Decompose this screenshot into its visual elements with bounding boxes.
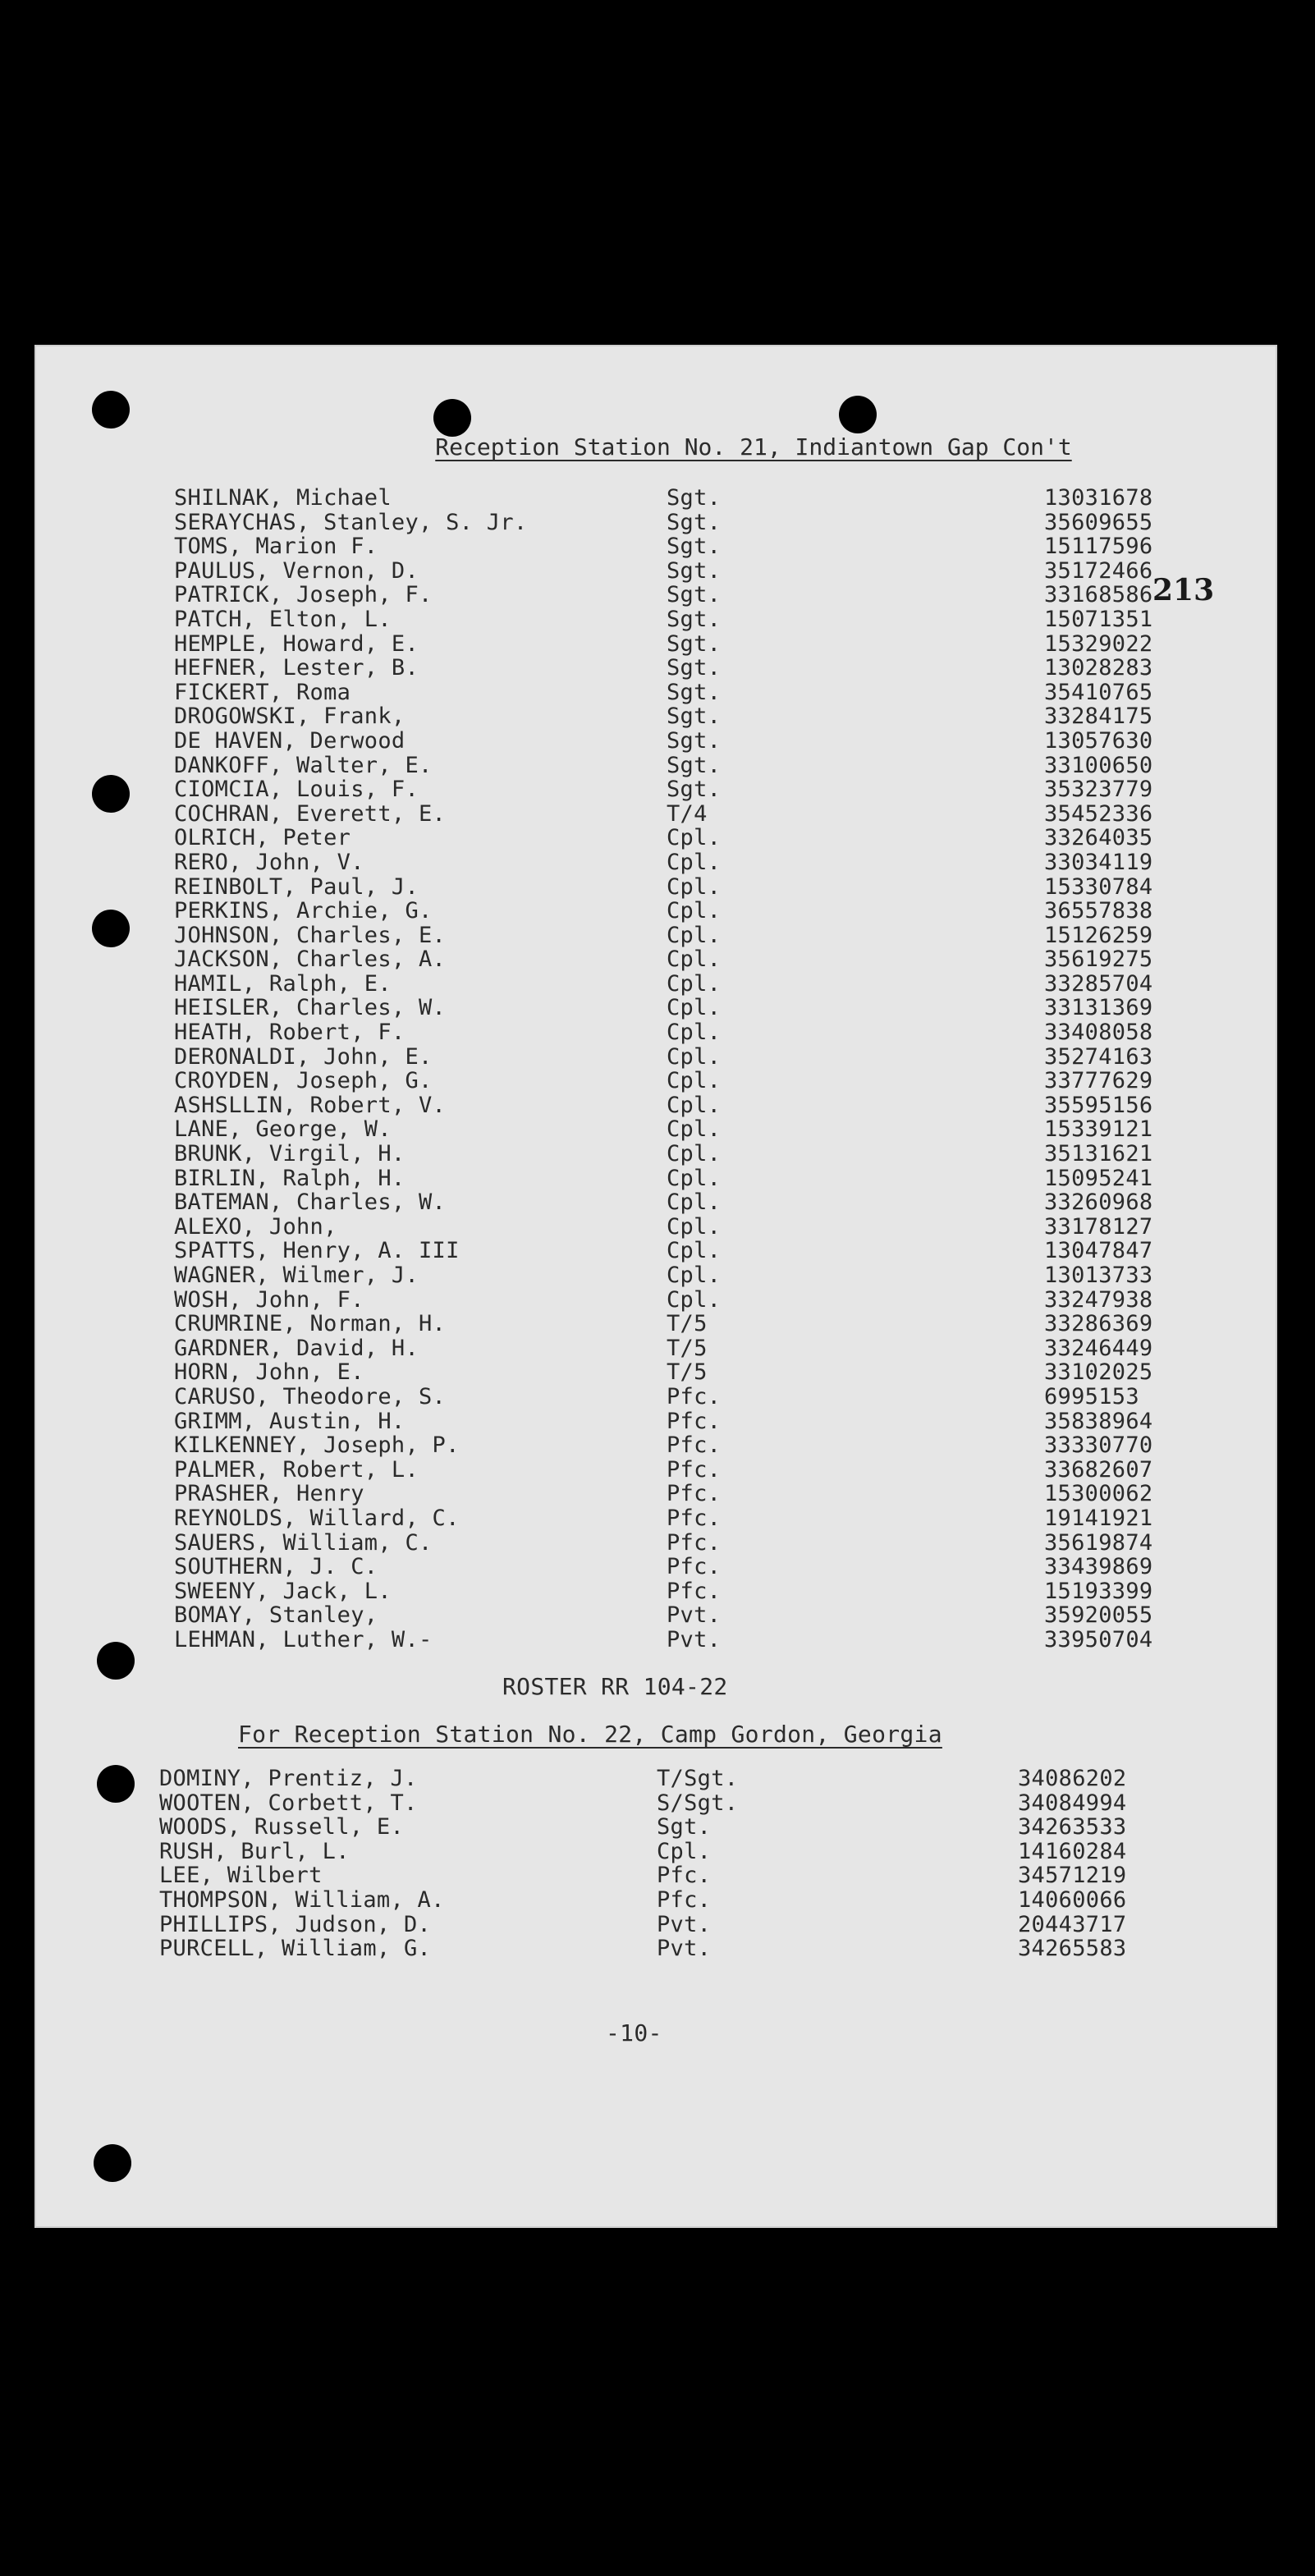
soldier-name: HORN, John, E.	[174, 1359, 364, 1386]
soldier-rank: Cpl.	[667, 1165, 722, 1191]
soldier-name: CRUMRINE, Norman, H.	[174, 1311, 447, 1337]
soldier-rank: Cpl.	[667, 1189, 722, 1216]
soldier-rank: Sgt.	[667, 630, 722, 657]
soldier-rank: Cpl.	[667, 970, 722, 997]
soldier-rank: Cpl.	[667, 1286, 722, 1313]
soldier-rank: Cpl.	[667, 922, 722, 948]
serial-number: 35619874	[1044, 1529, 1153, 1556]
soldier-rank: Cpl.	[667, 898, 722, 924]
soldier-rank: T/5	[667, 1311, 708, 1337]
punch-hole	[92, 910, 130, 947]
serial-number: 33950704	[1044, 1626, 1153, 1652]
soldier-name: CARUSO, Theodore, S.	[174, 1383, 447, 1409]
soldier-name: DANKOFF, Walter, E.	[174, 752, 433, 778]
soldier-name: BRUNK, Virgil, H.	[174, 1141, 405, 1167]
soldier-name: PATCH, Elton, L.	[174, 606, 392, 632]
soldier-name: BIRLIN, Ralph, H.	[174, 1165, 405, 1191]
serial-number: 33777629	[1044, 1068, 1153, 1094]
serial-number: 15330784	[1044, 873, 1153, 900]
soldier-name: REYNOLDS, Willard, C.	[174, 1505, 460, 1531]
soldier-rank: Pfc.	[667, 1481, 722, 1507]
serial-number: 34571219	[1018, 1863, 1127, 1889]
soldier-name: HEISLER, Charles, W.	[174, 995, 447, 1021]
soldier-name: JOHNSON, Charles, E.	[174, 922, 447, 948]
soldier-rank: Pfc.	[667, 1554, 722, 1580]
soldier-name: ALEXO, John,	[174, 1213, 337, 1240]
soldier-name: LEHMAN, Luther, W.-	[174, 1626, 433, 1652]
soldier-name: OLRICH, Peter	[174, 825, 351, 851]
serial-number: 14060066	[1018, 1886, 1127, 1913]
soldier-name: HEFNER, Lester, B.	[174, 655, 419, 681]
soldier-rank: Sgt.	[667, 752, 722, 778]
serial-number: 33286369	[1044, 1311, 1153, 1337]
soldier-rank: Sgt.	[667, 582, 722, 608]
footer-page-number: -10-	[606, 2019, 662, 2047]
serial-number: 33284175	[1044, 704, 1153, 730]
soldier-rank: Pfc.	[667, 1456, 722, 1483]
soldier-name: TOMS, Marion F.	[174, 534, 378, 560]
serial-number: 14160284	[1018, 1838, 1127, 1864]
soldier-rank: Cpl.	[657, 1838, 712, 1864]
soldier-name: GARDNER, David, H.	[174, 1335, 419, 1361]
serial-number: 33100650	[1044, 752, 1153, 778]
serial-number: 34084994	[1018, 1790, 1127, 1816]
soldier-rank: Sgt.	[667, 704, 722, 730]
serial-number: 33330770	[1044, 1432, 1153, 1459]
soldier-rank: Sgt.	[667, 727, 722, 754]
soldier-rank: T/5	[667, 1359, 708, 1386]
serial-number: 33247938	[1044, 1286, 1153, 1313]
soldier-rank: Pvt.	[657, 1936, 712, 1962]
soldier-rank: Cpl.	[667, 825, 722, 851]
serial-number: 35619275	[1044, 947, 1153, 973]
serial-number: 15071351	[1044, 606, 1153, 632]
soldier-name: SHILNAK, Michael	[174, 485, 392, 511]
serial-number: 13057630	[1044, 727, 1153, 754]
soldier-rank: Pfc.	[657, 1863, 712, 1889]
punch-hole	[92, 391, 130, 429]
soldier-rank: Sgt.	[667, 534, 722, 560]
soldier-name: REINBOLT, Paul, J.	[174, 873, 419, 900]
soldier-rank: Cpl.	[667, 1020, 722, 1046]
soldier-name: DERONALDI, John, E.	[174, 1043, 433, 1070]
soldier-name: LEE, Wilbert	[159, 1863, 323, 1889]
serial-number: 34263533	[1018, 1814, 1127, 1840]
serial-number: 36557838	[1044, 898, 1153, 924]
serial-number: 15339121	[1044, 1116, 1153, 1143]
soldier-name: KILKENNEY, Joseph, P.	[174, 1432, 460, 1459]
serial-number: 35323779	[1044, 777, 1153, 803]
serial-number: 35410765	[1044, 679, 1153, 705]
serial-number: 35609655	[1044, 509, 1153, 535]
soldier-name: PRASHER, Henry	[174, 1481, 364, 1507]
soldier-rank: Cpl.	[667, 1238, 722, 1264]
serial-number: 35172466	[1044, 557, 1153, 584]
punch-hole	[94, 2144, 131, 2182]
punch-hole	[92, 775, 130, 813]
serial-number: 6995153	[1044, 1383, 1139, 1409]
serial-number: 34086202	[1018, 1766, 1127, 1791]
serial-number: 13028283	[1044, 655, 1153, 681]
soldier-rank: Pvt.	[667, 1626, 722, 1652]
serial-number: 15117596	[1044, 534, 1153, 560]
soldier-rank: Pvt.	[667, 1602, 722, 1629]
soldier-name: HAMIL, Ralph, E.	[174, 970, 392, 997]
soldier-rank: Cpl.	[667, 947, 722, 973]
soldier-name: SOUTHERN, J. C.	[174, 1554, 378, 1580]
serial-number: 33439869	[1044, 1554, 1153, 1580]
serial-number: 33264035	[1044, 825, 1153, 851]
soldier-name: LANE, George, W.	[174, 1116, 392, 1143]
soldier-rank: Pfc.	[667, 1432, 722, 1459]
soldier-rank: Cpl.	[667, 1068, 722, 1094]
serial-number: 15300062	[1044, 1481, 1153, 1507]
soldier-name: JACKSON, Charles, A.	[174, 947, 447, 973]
soldier-name: BOMAY, Stanley,	[174, 1602, 378, 1629]
serial-number: 33408058	[1044, 1020, 1153, 1046]
serial-number: 20443717	[1018, 1911, 1127, 1937]
serial-number: 13031678	[1044, 485, 1153, 511]
serial-number: 35131621	[1044, 1141, 1153, 1167]
serial-number: 33285704	[1044, 970, 1153, 997]
serial-number: 33260968	[1044, 1189, 1153, 1216]
soldier-name: THOMPSON, William, A.	[159, 1886, 445, 1913]
serial-number: 33131369	[1044, 995, 1153, 1021]
soldier-rank: Cpl.	[667, 873, 722, 900]
soldier-rank: Sgt.	[657, 1814, 712, 1840]
soldier-name: PATRICK, Joseph, F.	[174, 582, 433, 608]
soldier-rank: Sgt.	[667, 485, 722, 511]
soldier-name: GRIMM, Austin, H.	[174, 1408, 405, 1434]
serial-number: 35595156	[1044, 1092, 1153, 1118]
punch-hole	[97, 1642, 135, 1680]
soldier-name: COCHRAN, Everett, E.	[174, 800, 447, 827]
serial-number: 33178127	[1044, 1213, 1153, 1240]
soldier-name: SAUERS, William, C.	[174, 1529, 433, 1556]
punch-hole	[433, 399, 471, 437]
serial-number: 35920055	[1044, 1602, 1153, 1629]
punch-hole	[839, 396, 877, 433]
soldier-rank: Cpl.	[667, 995, 722, 1021]
soldier-name: CIOMCIA, Louis, F.	[174, 777, 419, 803]
soldier-rank: Sgt.	[667, 655, 722, 681]
soldier-rank: Cpl.	[667, 849, 722, 875]
serial-number: 15193399	[1044, 1578, 1153, 1604]
soldier-rank: Pfc.	[667, 1578, 722, 1604]
serial-number: 33102025	[1044, 1359, 1153, 1386]
soldier-rank: Sgt.	[667, 777, 722, 803]
punch-hole	[97, 1765, 135, 1803]
soldier-name: HEMPLE, Howard, E.	[174, 630, 419, 657]
page-number: 213	[1152, 573, 1215, 607]
serial-number: 33246449	[1044, 1335, 1153, 1361]
soldier-name: PAULUS, Vernon, D.	[174, 557, 419, 584]
soldier-rank: Pfc.	[667, 1505, 722, 1531]
soldier-name: RUSH, Burl, L.	[159, 1838, 350, 1864]
soldier-rank: Pfc.	[657, 1886, 712, 1913]
station-22-heading: For Reception Station No. 22, Camp Gordon, Georgia	[238, 1721, 942, 1748]
soldier-rank: T/4	[667, 800, 708, 827]
soldier-name: WOSH, John, F.	[174, 1286, 364, 1313]
serial-number: 13047847	[1044, 1238, 1153, 1264]
soldier-rank: S/Sgt.	[657, 1790, 739, 1816]
roster-heading: ROSTER RR 104-22	[502, 1673, 728, 1700]
soldier-name: WAGNER, Wilmer, J.	[174, 1263, 419, 1288]
soldier-name: PURCELL, William, G.	[159, 1936, 432, 1962]
serial-number: 15095241	[1044, 1165, 1153, 1191]
soldier-name: PERKINS, Archie, G.	[174, 898, 433, 924]
soldier-rank: Sgt.	[667, 679, 722, 705]
soldier-name: SWEENY, Jack, L.	[174, 1578, 392, 1604]
soldier-rank: Cpl.	[667, 1263, 722, 1288]
soldier-rank: Sgt.	[667, 509, 722, 535]
document-page	[34, 345, 1277, 2228]
soldier-rank: Cpl.	[667, 1043, 722, 1070]
soldier-rank: Cpl.	[667, 1213, 722, 1240]
serial-number: 19141921	[1044, 1505, 1153, 1531]
section-header: Reception Station No. 21, Indiantown Gap Con't	[435, 433, 1072, 461]
soldier-name: HEATH, Robert, F.	[174, 1020, 405, 1046]
soldier-rank: Sgt.	[667, 606, 722, 632]
serial-number: 35274163	[1044, 1043, 1153, 1070]
soldier-name: WOOTEN, Corbett, T.	[159, 1790, 418, 1816]
serial-number: 34265583	[1018, 1936, 1127, 1962]
soldier-name: SPATTS, Henry, A. III	[174, 1238, 460, 1264]
soldier-name: PALMER, Robert, L.	[174, 1456, 419, 1483]
soldier-rank: Cpl.	[667, 1116, 722, 1143]
serial-number: 35838964	[1044, 1408, 1153, 1434]
soldier-rank: Pvt.	[657, 1911, 712, 1937]
serial-number: 15126259	[1044, 922, 1153, 948]
soldier-name: PHILLIPS, Judson, D.	[159, 1911, 432, 1937]
serial-number: 13013733	[1044, 1263, 1153, 1288]
soldier-rank: Sgt.	[667, 557, 722, 584]
soldier-name: WOODS, Russell, E.	[159, 1814, 404, 1840]
soldier-rank: Pfc.	[667, 1408, 722, 1434]
soldier-rank: Cpl.	[667, 1092, 722, 1118]
soldier-name: RERO, John, V.	[174, 849, 364, 875]
serial-number: 35452336	[1044, 800, 1153, 827]
serial-number: 33034119	[1044, 849, 1153, 875]
soldier-name: FICKERT, Roma	[174, 679, 351, 705]
serial-number: 15329022	[1044, 630, 1153, 657]
soldier-name: SERAYCHAS, Stanley, S. Jr.	[174, 509, 528, 535]
soldier-rank: T/Sgt.	[657, 1766, 739, 1791]
soldier-rank: Cpl.	[667, 1141, 722, 1167]
soldier-name: DOMINY, Prentiz, J.	[159, 1766, 418, 1791]
soldier-name: ASHSLLIN, Robert, V.	[174, 1092, 447, 1118]
soldier-name: CROYDEN, Joseph, G.	[174, 1068, 433, 1094]
soldier-rank: Pfc.	[667, 1529, 722, 1556]
soldier-name: BATEMAN, Charles, W.	[174, 1189, 447, 1216]
soldier-name: DE HAVEN, Derwood	[174, 727, 405, 754]
soldier-rank: T/5	[667, 1335, 708, 1361]
serial-number: 33168586	[1044, 582, 1153, 608]
serial-number: 33682607	[1044, 1456, 1153, 1483]
soldier-rank: Pfc.	[667, 1383, 722, 1409]
soldier-name: DROGOWSKI, Frank,	[174, 704, 405, 730]
